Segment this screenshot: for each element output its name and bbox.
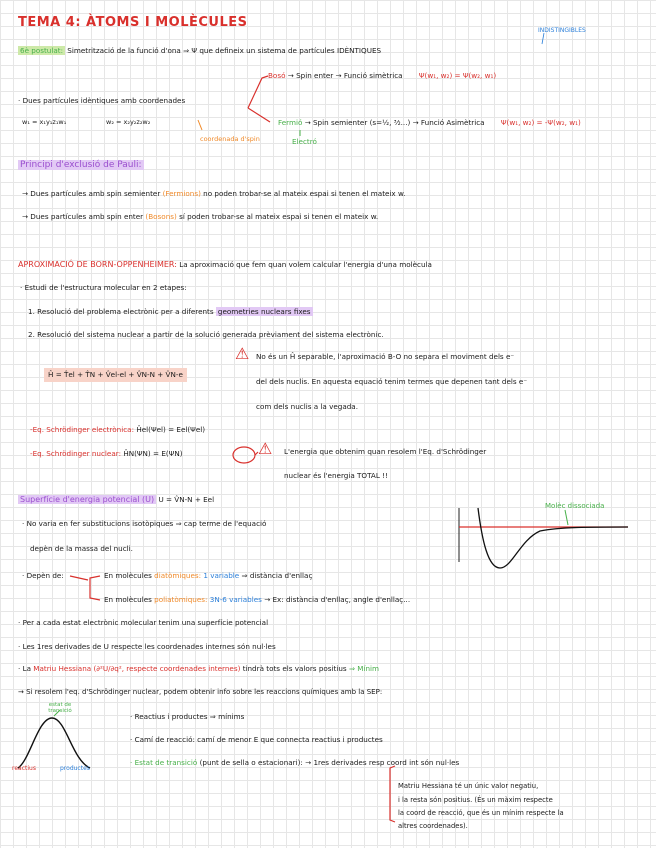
- hessian-line-d: altres coordenades).: [398, 822, 468, 830]
- pauli-heading: Principi d'exclusió de Pauli:: [20, 160, 142, 170]
- sep-heading-formula: U = V̂N-N + Eel: [158, 495, 215, 504]
- warn1-line-c: com dels nuclis a la vegada.: [256, 402, 359, 411]
- estat-b: (punt de sella o estacionari):: [199, 758, 303, 767]
- pauli-line-2: [22, 213, 378, 221]
- boso-formula: Ψ(w₁, w₂) = Ψ(w₂, w₁): [418, 71, 497, 80]
- sep-line-3: · Les 1res derivades de U respecte les coordenades internes són nul·les: [18, 642, 276, 651]
- pauli-line1-b: (Fermions): [162, 189, 201, 198]
- productes-label: productes: [60, 765, 90, 772]
- warn1-line-a: No és un Ĥ separable, l'aproximació B-O no separa el moviment dels e⁻: [256, 352, 515, 361]
- page-title: TEMA 4: ÀTOMS I MOLÈCULES: [18, 15, 248, 30]
- fermio-line: [278, 119, 581, 127]
- sep-line-1b: depèn de la massa del nucli.: [30, 544, 133, 553]
- born-step1-a: 1. Resolució del problema electrònic per a diferents: [28, 307, 214, 316]
- diatom-d: ⇒ distància d'enllaç: [241, 571, 313, 580]
- eq-nuclear: [30, 450, 183, 458]
- eq-electronica: [30, 426, 205, 434]
- sep-depen: · Depèn de:: [22, 571, 64, 580]
- hessian-line-b: i la resta són positius. (És un màxim respecte: [398, 796, 553, 804]
- estat-transicio: [130, 759, 459, 767]
- sep-line-5: → Si resolem l'eq. d'Schrödinger nuclear, podem obtenir info sobre les reaccions químiques amb la SEP:: [18, 688, 383, 696]
- indistingibles-note: INDISTINGIBLES: [538, 27, 586, 34]
- eq-nuc: ĤN(ΨN) = E(ΨN): [123, 449, 183, 458]
- born-step-2: 2. Resolució del sistema nuclear a partir de la solució generada prèviament del sistema electrònic.: [28, 330, 384, 339]
- poliat-a: En molècules: [104, 595, 152, 604]
- fermio-formula: Ψ(w₁, w₂) = -Ψ(w₂, w₁): [500, 118, 581, 127]
- poliat-d: → Ex: distància d'enllaç, angle d'enllaç...: [264, 595, 411, 604]
- line4-d: ⇒ Mínim: [348, 664, 379, 673]
- eq-el-label: -Eq. Schrödinger electrònica:: [30, 425, 135, 434]
- cami-reaccio: · Camí de reacció: camí de menor E que connecta reactius i productes: [130, 735, 383, 744]
- sep-diatom: [104, 572, 312, 580]
- coord-spin-note: coordenada d'spin: [200, 135, 260, 143]
- boso-text: → Spin enter → Funció simètrica: [287, 71, 403, 80]
- sep-heading: Superfície d'energia potencial (U): [20, 495, 155, 504]
- estat-c: → 1res derivades resp coord int són nul·les: [305, 758, 460, 767]
- postulat-label: 6è postulat:: [20, 46, 63, 55]
- pauli-line1-a: → Dues partícules amb spin semienter: [22, 189, 161, 198]
- coord-w1: w₁ = x₁y₁z₁w₁: [22, 118, 67, 126]
- boso-label: Bosó: [268, 71, 286, 80]
- postulat-line: [18, 47, 381, 55]
- sep-line-2: · Per a cada estat electrònic molecular tenim una superfície potencial: [18, 618, 269, 627]
- electro-note: Electró: [292, 137, 317, 146]
- fermio-text: → Spin semienter (s=½, ³⁄₂...) → Funció Asimètrica: [304, 118, 485, 127]
- estat-transicio-label: estat de transició: [48, 702, 72, 715]
- warning-icon-2: ⚠: [258, 439, 273, 458]
- born-estudi: · Estudi de l'estructura molecular en 2 etapes:: [20, 283, 187, 292]
- poliat-c: 3N-6 variables: [209, 595, 262, 604]
- sep-heading-line: [18, 495, 214, 504]
- sep-line-4: [18, 665, 379, 673]
- poliat-b: poliatòmiques:: [154, 595, 208, 604]
- react-prod: · Reactius i productes ⇒ mínims: [130, 712, 245, 721]
- eq-el: Ĥel(Ψel) = Eel(Ψel): [136, 425, 206, 434]
- hessian-line-a: Matriu Hessiana té un únic valor negatiu,: [398, 782, 539, 790]
- warn2-line-a: L'energia que obtenim quan resolem l'Eq. d'Schrödinger: [284, 447, 487, 456]
- line4-c: tindrà tots els valors positius: [242, 664, 347, 673]
- warning-icon: ⚠: [235, 344, 250, 363]
- born-step-1: [28, 308, 313, 316]
- born-heading: APROXIMACIÓ DE BORN-OPPENHEIMER:: [18, 260, 177, 269]
- pauli-line-1: [22, 190, 405, 198]
- line4-b: Matriu Hessiana (∂²U/∂q², respecte coordenades internes): [33, 664, 241, 673]
- diatom-a: En molècules: [104, 571, 152, 580]
- eq-nuc-label: -Eq. Schrödinger nuclear:: [30, 449, 122, 458]
- hamiltonian-formula: Ĥ = T̂el + T̂N + V̂el-el + V̂N-N + V̂N-e: [44, 368, 187, 382]
- hessian-line-c: la coord de reacció, que és un mínim respecte la: [398, 809, 564, 817]
- born-heading-text: La aproximació que fem quan volem calcular l'energia d'una molècula: [179, 260, 432, 269]
- dues-particules: · Dues partícules idèntiques amb coordenades: [18, 96, 186, 105]
- fermio-label: Fermió: [278, 118, 303, 127]
- line4-a: · La: [18, 664, 31, 673]
- diatom-c: 1 variable: [203, 571, 240, 580]
- pauli-line2-c: sí poden trobar-se al mateix espai si tenen el mateix w.: [179, 212, 379, 221]
- pauli-line2-a: → Dues partícules amb spin enter: [22, 212, 144, 221]
- boso-line: [268, 72, 496, 80]
- molec-dissociada-label: Molèc dissociada: [545, 502, 605, 510]
- coord-w2: w₂ = x₂y₂z₂w₂: [106, 118, 151, 126]
- reactius-label: reactius: [12, 765, 36, 772]
- estat-a: · Estat de transició: [130, 758, 198, 767]
- born-step1-b: geometries nuclears fixes: [217, 307, 311, 316]
- pauli-line2-b: (Bosons): [145, 212, 177, 221]
- diatom-b: diatòmiques:: [154, 571, 202, 580]
- warn2-line-b: nuclear és l'energia TOTAL !!: [284, 471, 388, 480]
- pauli-line1-c: no poden trobar-se al mateix espai si tenen el mateix w.: [203, 189, 406, 198]
- sep-poliat: [104, 596, 410, 604]
- warn1-line-b: del dels nuclis. En aquesta equació tenim termes que depenen tant dels e⁻: [256, 377, 528, 386]
- born-heading-line: [18, 260, 432, 269]
- sep-line-1: · No varia en fer substitucions isotòpiques ⇒ cap terme de l'equació: [22, 519, 267, 528]
- postulat-text: Simetrització de la funció d'ona ⇒ Ψ que defineix un sistema de partícules IDÈNTIQUES: [67, 46, 382, 55]
